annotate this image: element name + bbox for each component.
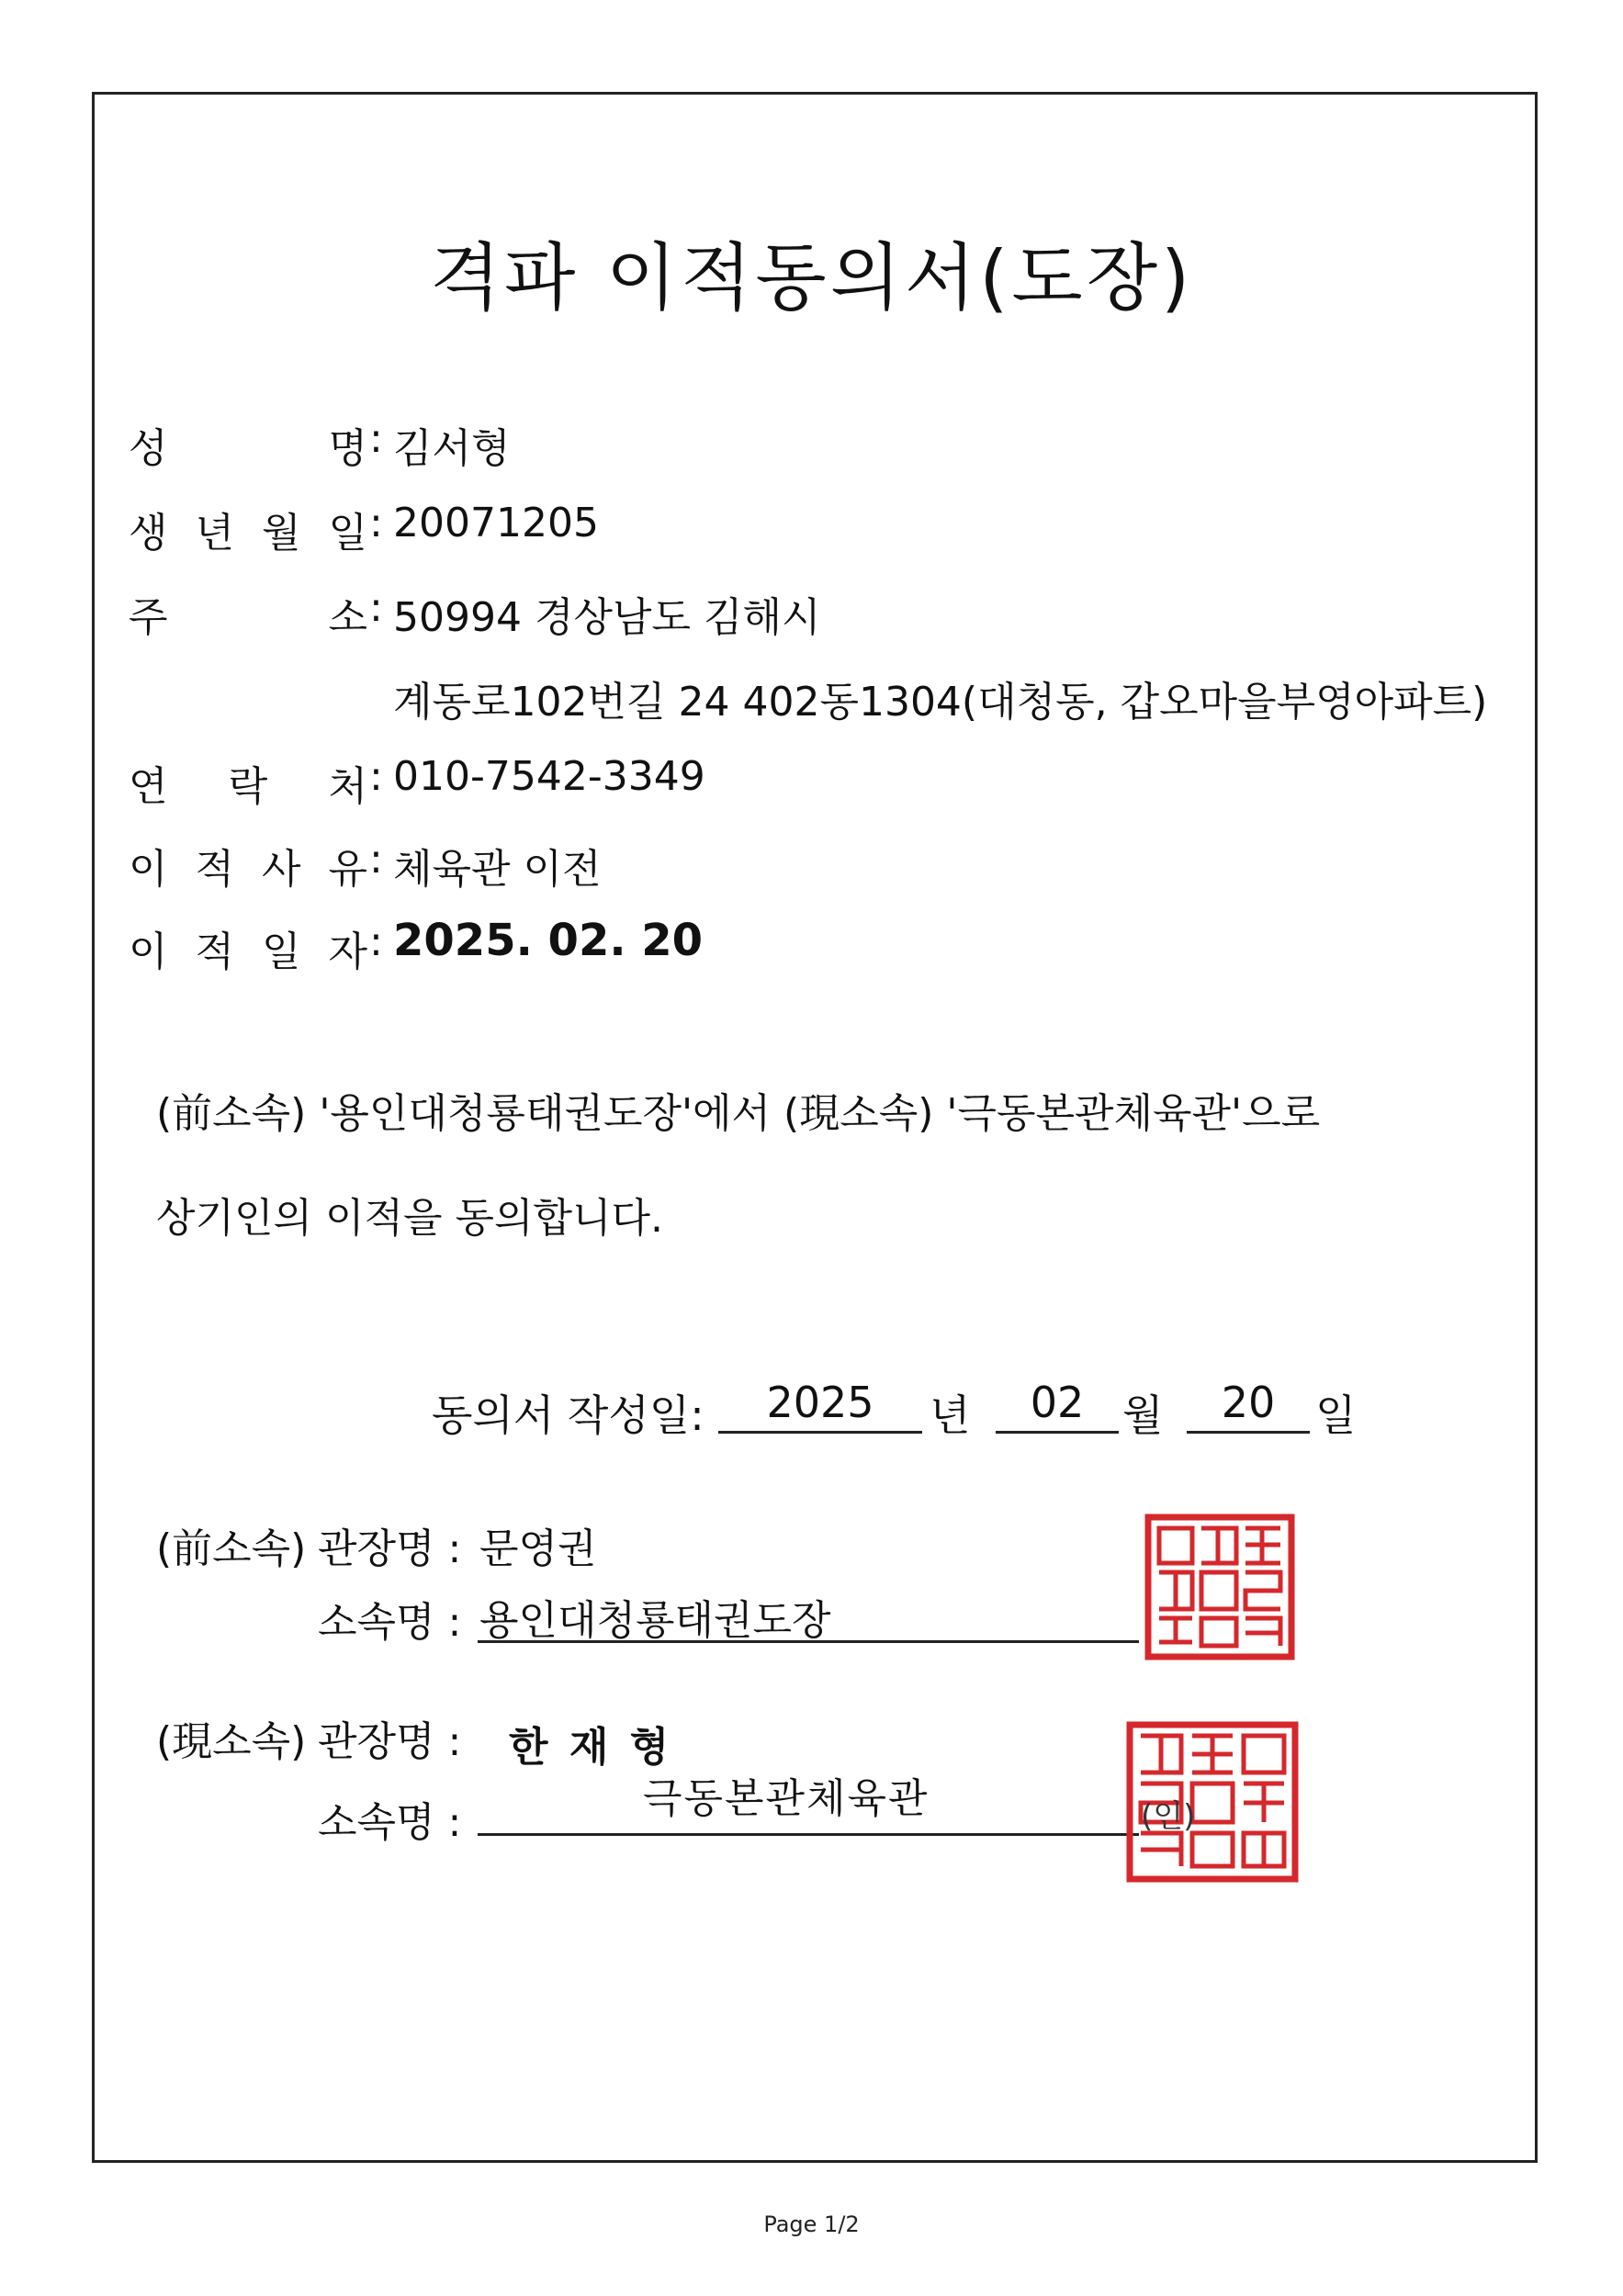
label-address: 주 소 xyxy=(129,594,367,641)
document-title: 격파 이적동의서(도장) xyxy=(429,235,1194,321)
written-month: 02 xyxy=(996,1378,1119,1434)
previous-affiliation-underline xyxy=(478,1640,1139,1643)
day-unit: 일 xyxy=(1315,1390,1357,1440)
seal-mark: (인) xyxy=(1141,1798,1196,1835)
previous-director-label: 관장명 : xyxy=(318,1525,462,1572)
value-contact: 010-7542-3349 xyxy=(393,753,705,800)
label-transfer-date: 이 적 일 자 xyxy=(129,929,367,975)
current-director: 한 재 형 xyxy=(509,1724,673,1771)
month-unit: 월 xyxy=(1122,1390,1164,1440)
value-transfer-reason: 체육관 이전 xyxy=(393,846,602,893)
current-affiliation-underline xyxy=(478,1833,1139,1836)
label-contact: 연 락 처 xyxy=(129,763,367,810)
colon: : xyxy=(369,584,383,631)
current-director-label: 관장명 : xyxy=(318,1718,462,1765)
value-address-line1: 50994 경상남도 김해시 xyxy=(393,594,821,641)
colon: : xyxy=(369,415,383,462)
colon: : xyxy=(369,836,383,883)
previous-affiliation-label: 소속명 : xyxy=(318,1599,462,1646)
label-birthdate: 생 년 월 일 xyxy=(129,510,367,557)
page-footer: Page 1/2 xyxy=(763,2212,860,2237)
label-transfer-reason: 이 적 사 유 xyxy=(129,846,367,893)
written-date-label: 동의서 작성일: xyxy=(432,1390,704,1440)
value-address-line2: 계동로102번길 24 402동1304(대청동, 갑오마을부영아파트) xyxy=(393,679,1488,726)
previous-director: 문영권 xyxy=(479,1525,597,1572)
value-transfer-date: 2025. 02. 20 xyxy=(393,915,704,966)
consent-line-1: (前소속) '용인대청룡태권도장'에서 (現소속) '극동본관체육관'으로 xyxy=(156,1090,1321,1137)
current-affiliation-label: 소속명 : xyxy=(318,1799,462,1846)
colon: : xyxy=(369,918,383,965)
consent-line-2: 상기인의 이적을 동의합니다. xyxy=(156,1195,664,1242)
value-name: 김서형 xyxy=(393,425,511,472)
colon: : xyxy=(369,500,383,546)
current-affiliation: 극동본관체육관 xyxy=(643,1775,930,1822)
previous-prefix: (前소속) xyxy=(156,1525,307,1572)
label-name: 성 명 xyxy=(129,425,367,472)
previous-dojang-seal xyxy=(1144,1514,1295,1660)
written-day: 20 xyxy=(1187,1378,1310,1434)
year-unit: 년 xyxy=(930,1390,971,1440)
written-year: 2025 xyxy=(718,1378,922,1434)
value-birthdate: 20071205 xyxy=(393,500,599,546)
colon: : xyxy=(369,753,383,800)
current-prefix: (現소속) xyxy=(156,1718,307,1765)
previous-affiliation: 용인대청룡태권도장 xyxy=(479,1597,831,1644)
